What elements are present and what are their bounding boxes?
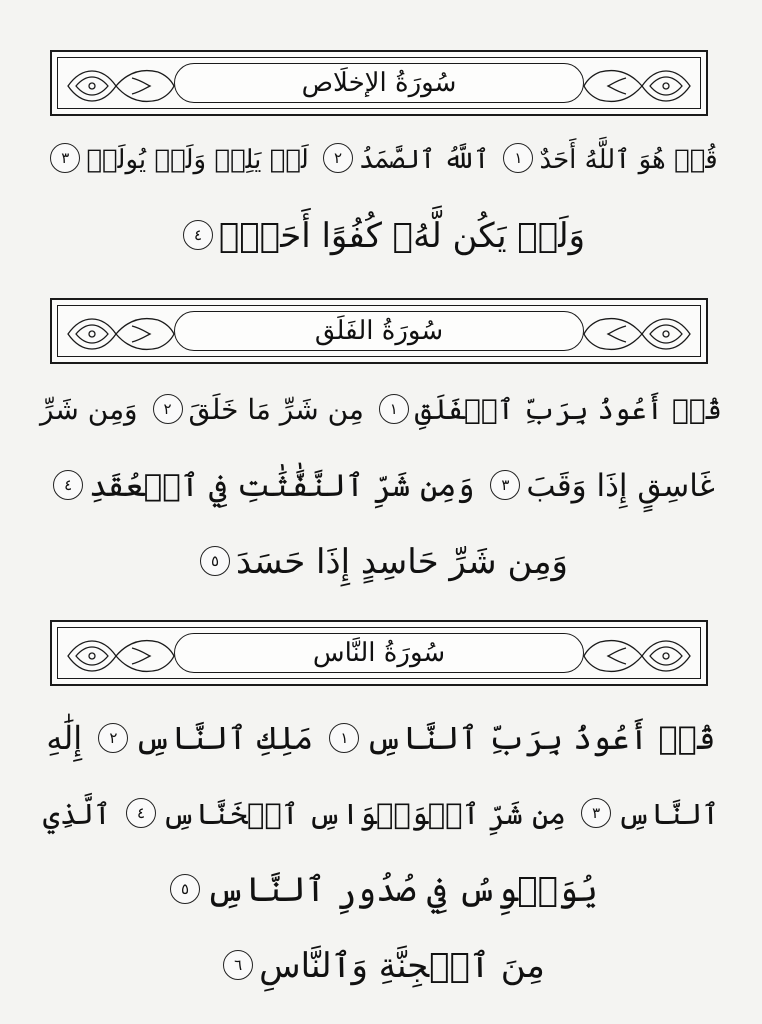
verse-text: غَاسِقٍ إِذَا وَقَبَ — [526, 468, 715, 504]
header-inner-border — [57, 305, 701, 357]
verse-text: ٱلَّذِي — [42, 797, 111, 831]
surah-header-frame — [50, 620, 708, 686]
verse-text: قُلۡ أَعُوذُ بِرَبِّ ٱلۡفَلَقِ — [414, 393, 722, 426]
verse-number-marker: ٤ — [183, 220, 213, 250]
verse-text: ٱلنَّاسِ — [617, 797, 720, 831]
verse-number-marker: ١ — [503, 143, 533, 173]
verse-text: مِن شَرِّ ٱلۡوَسۡوَاسِ ٱلۡخَنَّاسِ — [162, 797, 566, 831]
verse-number-marker: ٣ — [50, 143, 80, 173]
verse-text: قُلۡ هُوَ ٱللَّهُ أَحَدٌ — [539, 145, 718, 175]
verse-text: وَمِن شَرِّ ٱلنَّفَّٰثَٰتِ فِي ٱلۡعُقَدِ — [89, 468, 475, 504]
verse-number-marker: ٤ — [126, 798, 156, 828]
verse-number-marker: ٥ — [200, 546, 230, 576]
arabesque-ornament-icon — [62, 306, 182, 362]
arabesque-ornament-icon — [62, 58, 182, 114]
verse-number-marker: ٥ — [170, 874, 200, 904]
verse-number-marker: ١ — [329, 723, 359, 753]
surah-title: سُورَةُ الإخلَاص — [301, 68, 457, 98]
verses-block — [40, 122, 722, 274]
surah-title: سُورَةُ الفَلَق — [314, 316, 444, 346]
header-inner-border — [57, 57, 701, 109]
arabesque-ornament-icon — [576, 306, 696, 362]
arabesque-ornament-icon — [62, 628, 182, 684]
verse-text: يُوَسۡوِسُ فِي صُدُورِ ٱلنَّاسِ — [206, 870, 598, 910]
verses-block — [40, 372, 722, 600]
verse-line — [40, 122, 722, 198]
verse-number-marker: ٣ — [581, 798, 611, 828]
arabesque-ornament-icon — [576, 58, 696, 114]
surah-title-cartouche — [174, 63, 584, 103]
verse-line — [40, 852, 722, 928]
verse-number-marker: ٦ — [223, 950, 253, 980]
verse-line — [40, 448, 722, 524]
surah-header-frame — [50, 298, 708, 364]
surah-title: سُورَةُ النَّاس — [312, 638, 446, 668]
surah-title-cartouche — [174, 633, 584, 673]
verse-number-marker: ٤ — [53, 470, 83, 500]
verse-line — [40, 198, 722, 274]
verse-line — [40, 700, 722, 776]
verse-text: إِلَٰهِ — [46, 719, 83, 757]
verse-number-marker: ٢ — [153, 394, 183, 424]
verse-number-marker: ١ — [379, 394, 409, 424]
surah-title-cartouche — [174, 311, 584, 351]
verse-text: مِنَ ٱلۡجِنَّةِ وَٱلنَّاسِ — [259, 946, 545, 986]
verse-text: ٱللَّهُ ٱلصَّمَدُ — [359, 145, 490, 175]
verse-text: قُلۡ أَعُوذُ بِرَبِّ ٱلنَّاسِ — [365, 719, 716, 757]
verse-number-marker: ٢ — [323, 143, 353, 173]
verse-number-marker: ٢ — [98, 723, 128, 753]
verse-line — [40, 776, 722, 852]
header-inner-border — [57, 627, 701, 679]
verse-text: مِن شَرِّ مَا خَلَقَ — [188, 393, 364, 426]
verse-text: وَمِن شَرِّ — [39, 393, 138, 426]
verse-line — [40, 372, 722, 448]
verse-text: وَمِن شَرِّ حَاسِدٍ إِذَا حَسَدَ — [236, 542, 568, 582]
verse-number-marker: ٣ — [490, 470, 520, 500]
verse-text: لَمۡ يَلِدۡ وَلَمۡ يُولَدۡ — [86, 145, 309, 175]
verses-block — [40, 700, 722, 1004]
verse-text: وَلَمۡ يَكُن لَّهُۥ كُفُوًا أَحَدُۢ — [219, 216, 585, 256]
verse-line — [40, 524, 722, 600]
verse-line — [40, 928, 722, 1004]
verse-text: مَلِكِ ٱلنَّاسِ — [134, 719, 314, 757]
surah-header-frame — [50, 50, 708, 116]
arabesque-ornament-icon — [576, 628, 696, 684]
